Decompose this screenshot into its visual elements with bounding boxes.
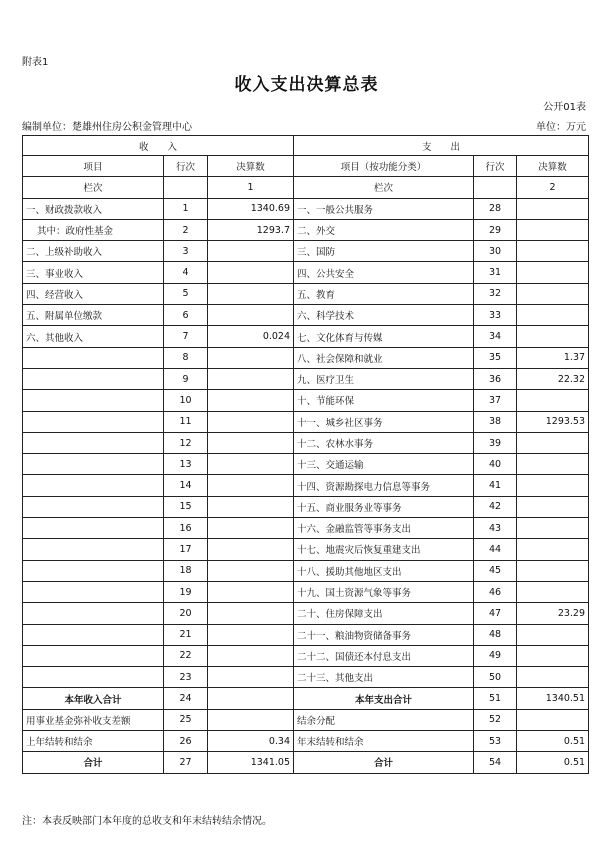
income-item [23,667,164,688]
expense-item: 六、科学技术 [294,305,474,326]
column-header-row [23,156,589,177]
expense-item: 八、社会保障和就业 [294,347,474,368]
expense-grand-total-line: 54 [474,752,517,773]
table-row [23,262,589,283]
expense-item: 二十一、粮油物资储备事务 [294,624,474,645]
income-amount-header: 决算数 [208,156,294,177]
prev-carryover-label: 上年结转和结余 [23,731,164,752]
income-item [23,347,164,368]
table-row [23,475,589,496]
expense-amount [517,326,589,347]
table-row [23,305,589,326]
income-item [23,454,164,475]
income-amount: 1340.69 [208,198,294,219]
expense-item: 三、国防 [294,241,474,262]
expense-item: 十六、金融监管等事务支出 [294,518,474,539]
expense-amount [517,667,589,688]
income-line-number: 4 [164,262,208,283]
expense-amount [517,305,589,326]
income-line-number: 7 [164,326,208,347]
expense-col-label: 栏次 [294,177,474,198]
income-amount [208,560,294,581]
expense-line-number: 35 [474,347,517,368]
end-carryover-value: 0.51 [517,731,589,752]
table-row [23,241,589,262]
income-line-number: 14 [164,475,208,496]
expense-line-number: 47 [474,603,517,624]
table-row [23,560,589,581]
income-amount [208,539,294,560]
income-col-number: 1 [208,177,294,198]
expense-line-number: 42 [474,496,517,517]
expense-item: 九、医疗卫生 [294,368,474,389]
fund-line: 25 [164,709,208,730]
expense-amount: 1293.53 [517,411,589,432]
income-line-number: 5 [164,283,208,304]
income-grand-total-value: 1341.05 [208,752,294,773]
income-item [23,368,164,389]
table-row [23,198,589,219]
table-row [23,432,589,453]
table-row [23,667,589,688]
expense-line-number: 46 [474,581,517,602]
income-item [23,603,164,624]
income-col-label: 栏次 [23,177,164,198]
income-line-header: 行次 [164,156,208,177]
table-row [23,645,589,666]
income-grand-total-line: 27 [164,752,208,773]
year-income-total-label: 本年收入合计 [23,688,164,709]
expense-amount [517,454,589,475]
income-item: 四、经营收入 [23,283,164,304]
income-item: 二、上级补助收入 [23,241,164,262]
income-line-number: 19 [164,581,208,602]
expense-amount [517,518,589,539]
expense-item: 十三、交通运输 [294,454,474,475]
expense-line-number: 37 [474,390,517,411]
table-row [23,496,589,517]
expense-amount [517,198,589,219]
expense-item: 十九、国土资源气象等事务 [294,581,474,602]
expense-amount: 22.32 [517,368,589,389]
end-carryover-label: 年末结转和结余 [294,731,474,752]
income-amount [208,262,294,283]
income-line-number: 12 [164,432,208,453]
distribution-label: 结余分配 [294,709,474,730]
table-row [23,326,589,347]
table-row [23,390,589,411]
expense-amount [517,219,589,240]
income-item [23,539,164,560]
table-row [23,368,589,389]
expense-line-number: 44 [474,539,517,560]
expense-line-number: 36 [474,368,517,389]
fund-row [23,709,589,730]
income-amount [208,368,294,389]
expense-line-number: 28 [474,198,517,219]
expense-amount [517,283,589,304]
income-amount [208,241,294,262]
income-amount: 0.024 [208,326,294,347]
income-line-number: 15 [164,496,208,517]
reporting-organization: 编制单位：楚雄州住房公积金管理中心 [22,122,192,133]
expense-line-number: 32 [474,283,517,304]
income-amount [208,518,294,539]
income-item [23,475,164,496]
end-carryover-line: 53 [474,731,517,752]
expense-line-number: 41 [474,475,517,496]
income-line-number: 23 [164,667,208,688]
expense-amount [517,560,589,581]
income-amount [208,283,294,304]
fund-label: 用事业基金弥补收支差额 [23,709,164,730]
distribution-line: 52 [474,709,517,730]
section-header-row [23,136,589,156]
expense-amount [517,624,589,645]
income-item: 三、事业收入 [23,262,164,283]
expense-amount [517,645,589,666]
year-expense-total-value: 1340.51 [517,688,589,709]
expense-item: 十、节能环保 [294,390,474,411]
expense-line-number: 38 [474,411,517,432]
expense-line-number: 31 [474,262,517,283]
expense-col-number: 2 [517,177,589,198]
income-amount [208,496,294,517]
income-line-number: 18 [164,560,208,581]
expense-item: 二、外交 [294,219,474,240]
expense-amount: 23.29 [517,603,589,624]
expense-item-header: 项目（按功能分类） [294,156,474,177]
expense-section-header: 支 出 [294,136,589,156]
expense-amount [517,390,589,411]
expense-item: 二十三、其他支出 [294,667,474,688]
year-income-total-line: 24 [164,688,208,709]
income-amount [208,624,294,645]
income-line-number: 11 [164,411,208,432]
expense-item: 二十、住房保障支出 [294,603,474,624]
income-item-header: 项目 [23,156,164,177]
expense-line-header: 行次 [474,156,517,177]
expense-amount [517,241,589,262]
expense-item: 十五、商业服务业等事务 [294,496,474,517]
expense-amount [517,581,589,602]
income-item [23,560,164,581]
income-line-number: 20 [164,603,208,624]
table-row [23,581,589,602]
year-total-row [23,688,589,709]
income-amount [208,454,294,475]
currency-unit: 单位：万元 [536,122,586,133]
budget-summary-table [22,135,589,774]
income-item [23,496,164,517]
table-row [23,283,589,304]
income-amount [208,581,294,602]
income-item: 其中：政府性基金 [23,219,164,240]
table-row [23,539,589,560]
year-expense-total-label: 本年支出合计 [294,688,474,709]
prev-carryover-value: 0.34 [208,731,294,752]
income-line-number: 8 [164,347,208,368]
income-item: 五、附属单位缴款 [23,305,164,326]
income-amount [208,347,294,368]
expense-line-number: 49 [474,645,517,666]
expense-amount [517,539,589,560]
income-line-number: 10 [164,390,208,411]
page-title: 收入支出决算总表 [234,75,379,95]
expense-line-number: 43 [474,518,517,539]
expense-item: 十一、城乡社区事务 [294,411,474,432]
expense-amount: 1.37 [517,347,589,368]
expense-item: 二十二、国债还本付息支出 [294,645,474,666]
expense-item: 十七、地震灾后恢复重建支出 [294,539,474,560]
income-section-header: 收 入 [23,136,294,156]
income-grand-total-label: 合计 [23,752,164,773]
income-item: 一、财政拨款收入 [23,198,164,219]
income-amount [208,390,294,411]
expense-line-number: 29 [474,219,517,240]
column-number-row [23,177,589,198]
income-line-number: 2 [164,219,208,240]
income-amount [208,411,294,432]
income-item [23,624,164,645]
expense-line-number: 30 [474,241,517,262]
income-line-number: 9 [164,368,208,389]
income-line-number: 3 [164,241,208,262]
attachment-label: 附表1 [22,57,49,68]
table-row [23,219,589,240]
income-item [23,411,164,432]
expense-grand-total-label: 合计 [294,752,474,773]
income-item [23,432,164,453]
expense-col-line-blank [474,177,517,198]
footnote: 注：本表反映部门本年度的总收支和年末结转结余情况。 [22,816,272,827]
table-row [23,347,589,368]
distribution-value [517,709,589,730]
income-line-number: 1 [164,198,208,219]
expense-amount-header: 决算数 [517,156,589,177]
expense-item: 七、文化体育与传媒 [294,326,474,347]
carryover-row [23,731,589,752]
table-row [23,603,589,624]
income-amount [208,305,294,326]
expense-amount [517,496,589,517]
expense-grand-total-value: 0.51 [517,752,589,773]
expense-line-number: 39 [474,432,517,453]
income-amount [208,603,294,624]
table-row [23,624,589,645]
expense-line-number: 48 [474,624,517,645]
expense-item: 十二、农林水事务 [294,432,474,453]
year-income-total-value [208,688,294,709]
income-line-number: 22 [164,645,208,666]
expense-line-number: 33 [474,305,517,326]
expense-amount [517,432,589,453]
income-col-line-blank [164,177,208,198]
table-row [23,454,589,475]
expense-item: 五、教育 [294,283,474,304]
income-item [23,645,164,666]
expense-item: 一、一般公共服务 [294,198,474,219]
income-line-number: 6 [164,305,208,326]
table-row [23,518,589,539]
income-item [23,518,164,539]
income-line-number: 13 [164,454,208,475]
expense-line-number: 50 [474,667,517,688]
expense-item: 十八、援助其他地区支出 [294,560,474,581]
income-amount: 1293.7 [208,219,294,240]
expense-amount [517,262,589,283]
expense-item: 十四、资源勘探电力信息等事务 [294,475,474,496]
prev-carryover-line: 26 [164,731,208,752]
income-line-number: 21 [164,624,208,645]
grand-total-row [23,752,589,773]
income-amount [208,645,294,666]
expense-line-number: 40 [474,454,517,475]
income-item [23,390,164,411]
income-line-number: 16 [164,518,208,539]
income-line-number: 17 [164,539,208,560]
expense-amount [517,475,589,496]
income-amount [208,667,294,688]
expense-line-number: 34 [474,326,517,347]
income-amount [208,475,294,496]
year-expense-total-line: 51 [474,688,517,709]
form-number: 公开01表 [543,102,586,113]
income-item: 六、其他收入 [23,326,164,347]
table-row [23,411,589,432]
expense-item: 四、公共安全 [294,262,474,283]
income-item [23,581,164,602]
fund-value [208,709,294,730]
expense-line-number: 45 [474,560,517,581]
income-amount [208,432,294,453]
